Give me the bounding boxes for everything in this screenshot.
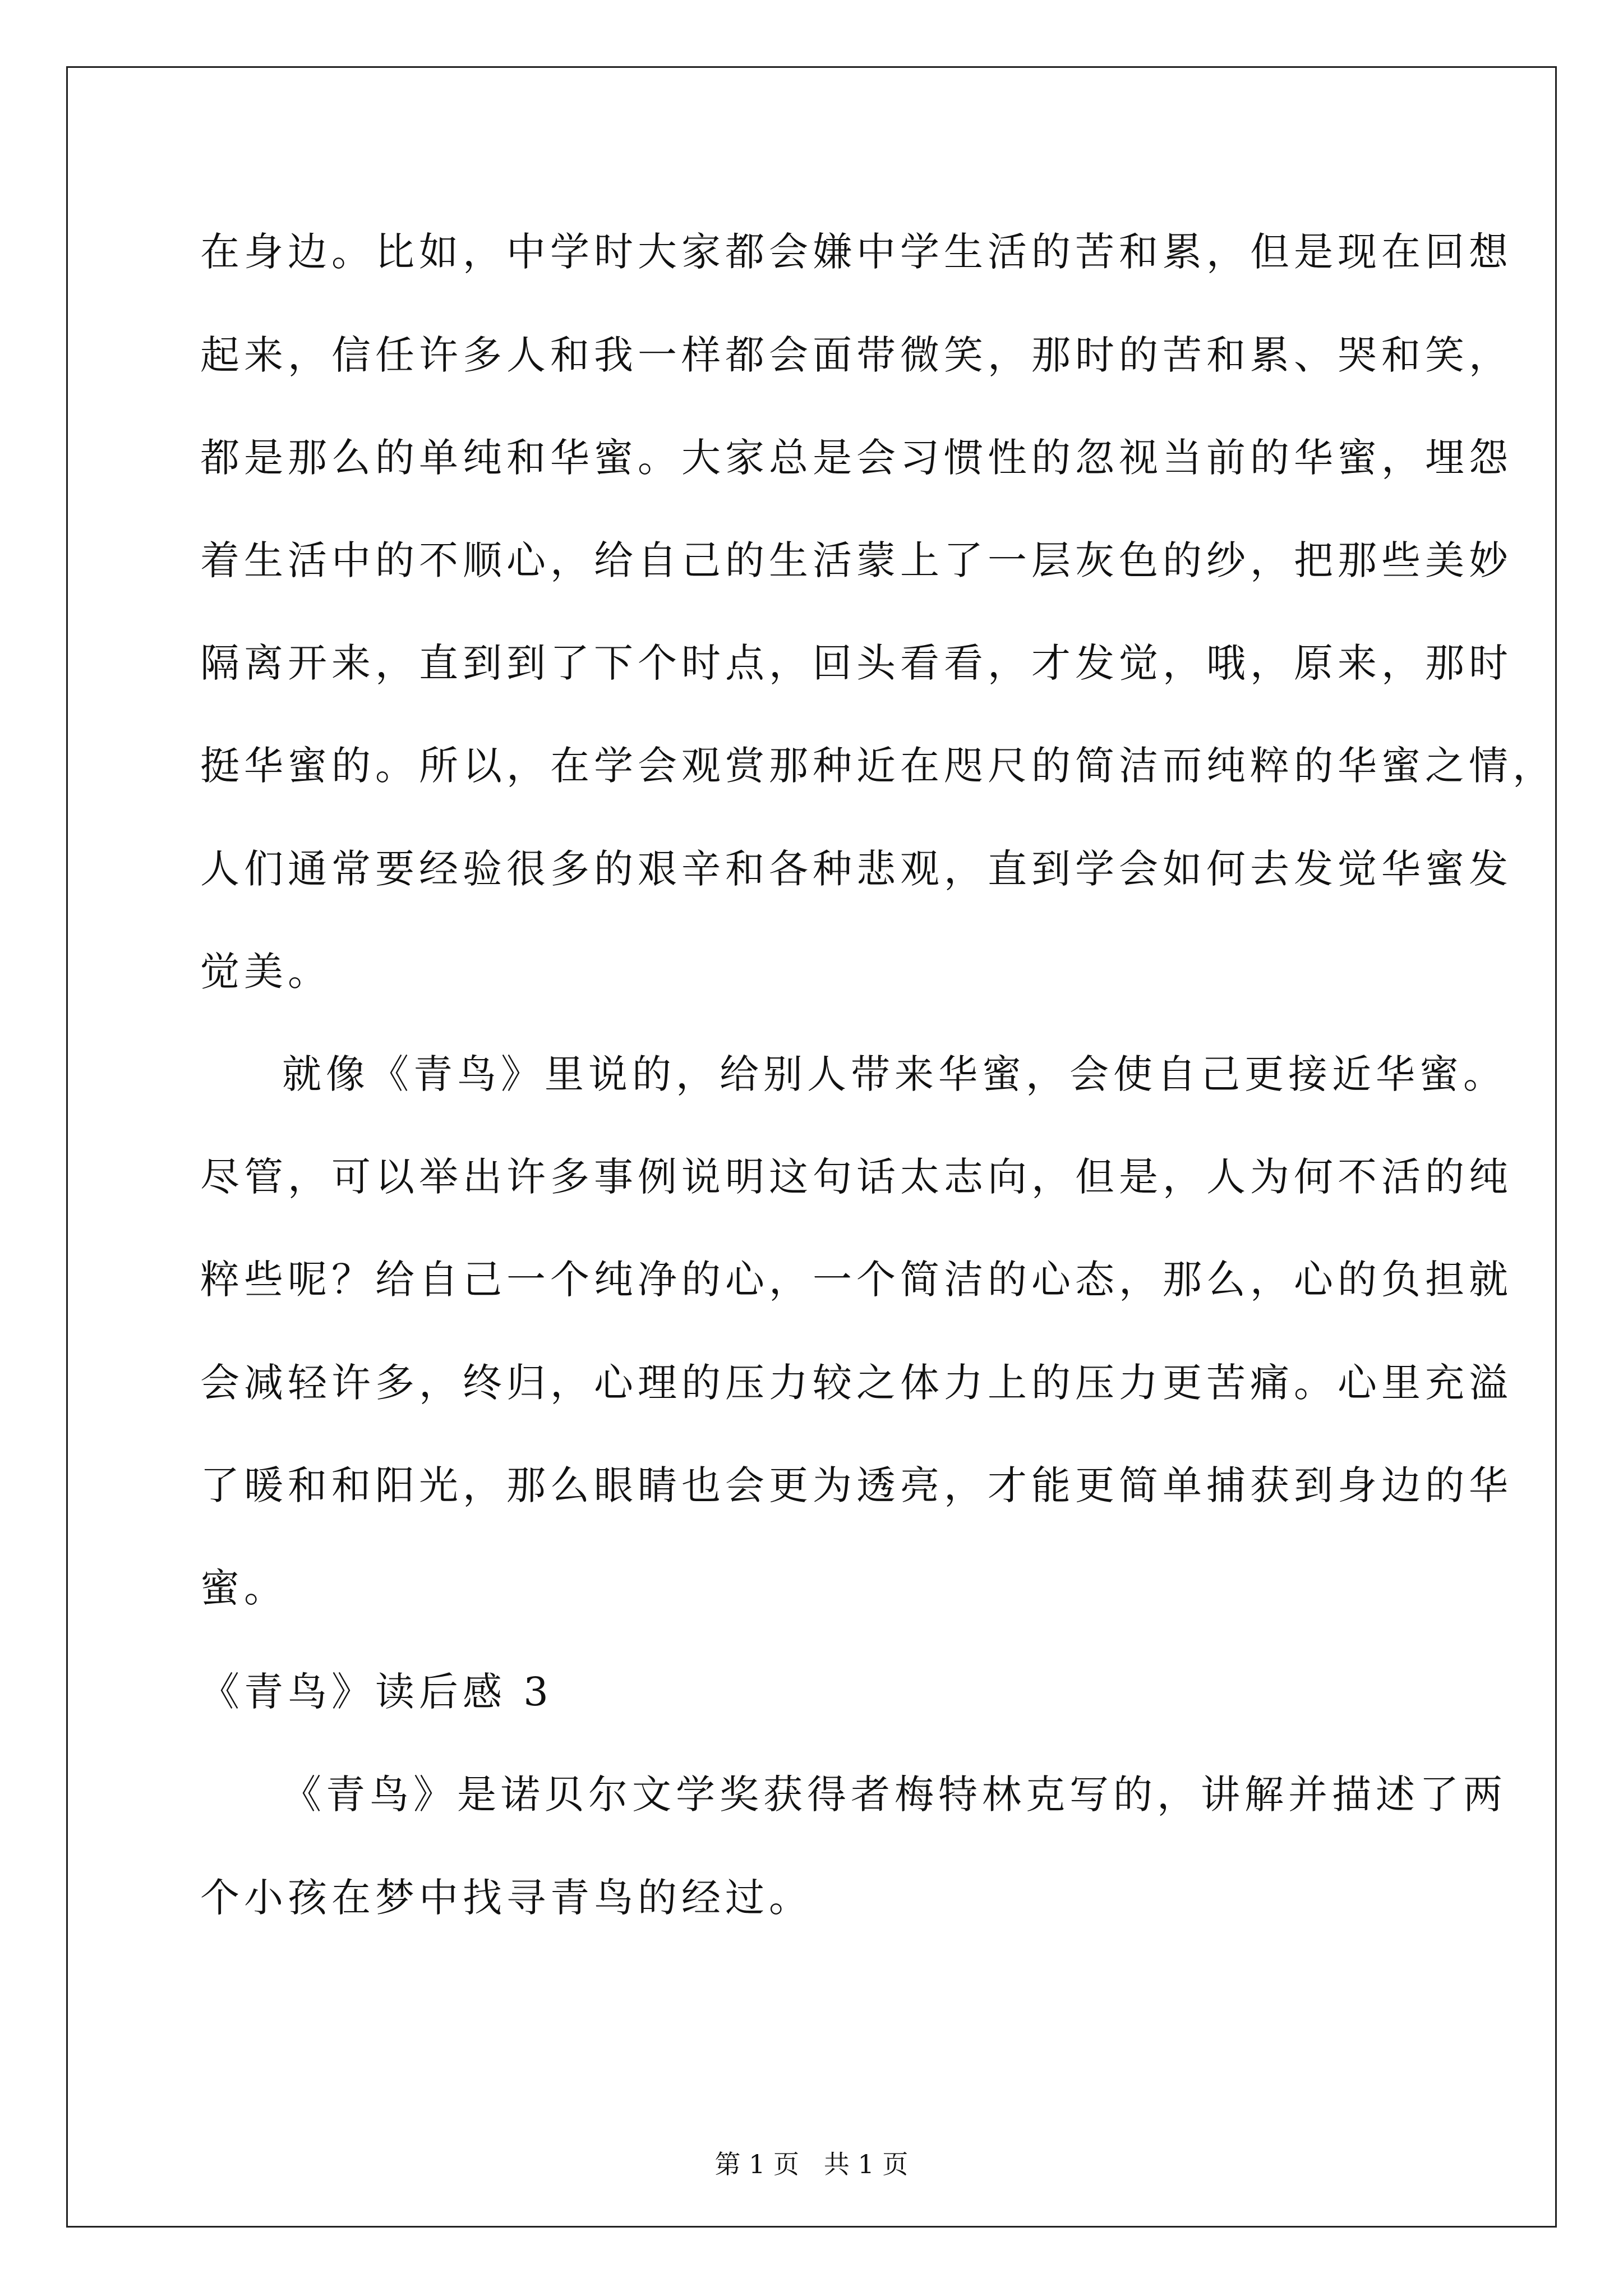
- paragraph-line: 蜜。: [200, 1565, 288, 1611]
- section-heading: 《青鸟》读后感 3: [200, 1669, 553, 1715]
- page-footer: 第 1 页 共 1 页: [714, 2149, 909, 2179]
- paragraph-line: 觉美。: [200, 949, 331, 995]
- paragraph-line: 都是那么的单纯和华蜜。大家总是会习惯性的忽视当前的华蜜，埋怨: [200, 435, 1513, 481]
- paragraph-line: 人们通常要经验很多的艰辛和各种悲观，直到学会如何去发觉华蜜发: [200, 846, 1513, 892]
- paragraph-line: 就像《青鸟》里说的，给别人带来华蜜，会使自己更接近华蜜。: [282, 1051, 1507, 1097]
- paragraph-line: 《青鸟》是诺贝尔文学奖获得者梅特林克写的，讲解并描述了两: [282, 1772, 1507, 1818]
- paragraph-line: 隔离开来，直到到了下个时点，回头看看，才发觉，哦，原来，那时: [200, 640, 1513, 686]
- paragraph-line: 起来，信任许多人和我一样都会面带微笑，那时的苦和累、哭和笑，: [200, 332, 1513, 378]
- paragraph-line: 挺华蜜的。所以，在学会观赏那种近在咫尺的简洁而纯粹的华蜜之情，: [200, 743, 1556, 789]
- paragraph-line: 会减轻许多，终归，心理的压力较之体力上的压力更苦痛。心里充溢: [200, 1360, 1513, 1406]
- paragraph-line: 个小孩在梦中找寻青鸟的经过。: [200, 1875, 813, 1921]
- paragraph-line: 粹些呢？给自己一个纯净的心，一个简洁的心态，那么，心的负担就: [200, 1257, 1513, 1303]
- paragraph-line: 尽管，可以举出许多事例说明这句话太志向，但是，人为何不活的纯: [200, 1154, 1513, 1200]
- paragraph-line: 在身边。比如，中学时大家都会嫌中学生活的苦和累，但是现在回想: [200, 229, 1513, 275]
- paragraph-line: 了暖和和阳光，那么眼睛也会更为透亮，才能更简单捕获到身边的华: [200, 1462, 1513, 1508]
- paragraph-line: 着生活中的不顺心，给自己的生活蒙上了一层灰色的纱，把那些美妙: [200, 537, 1513, 583]
